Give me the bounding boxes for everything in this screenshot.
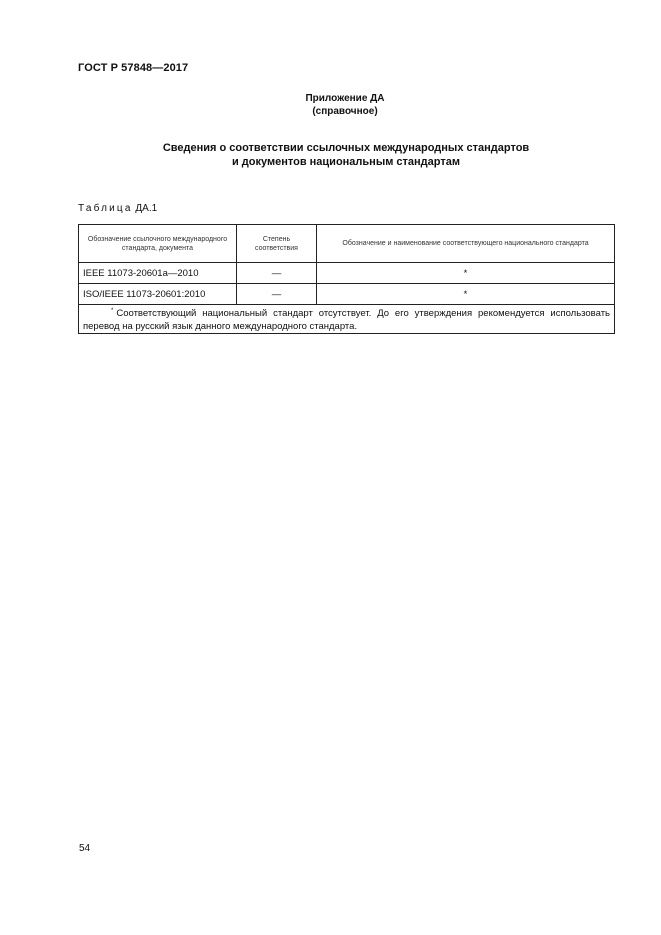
- appendix-heading: [0, 92, 661, 118]
- table-row: [79, 263, 615, 284]
- table-caption-word: Таблица: [78, 203, 133, 214]
- table-footnote: [79, 305, 615, 334]
- appendix-subtitle: (справочное): [312, 106, 378, 117]
- correspondence-table: [78, 224, 615, 334]
- table-row: [79, 284, 615, 305]
- row-national-standard: *: [317, 284, 615, 305]
- row-standard-code: ISO/IEEE 11073-20601:2010: [79, 284, 237, 305]
- table-caption-number: ДА.1: [135, 203, 158, 214]
- column-header-national-standard: Обозначение и наименование соответствующего национального стандарта: [317, 225, 615, 263]
- row-national-standard: *: [317, 263, 615, 284]
- column-header-reference-standard: Обозначение ссылочного международного стандарта, документа: [79, 225, 237, 263]
- appendix-title: Приложение ДА: [305, 93, 385, 104]
- section-heading-line-2: и документов национальным стандартам: [231, 156, 460, 168]
- row-standard-code: IEEE 11073-20601a—2010: [79, 263, 237, 284]
- section-heading-line-1: Сведения о соответствии ссылочных международных стандартов: [162, 142, 530, 154]
- footnote-mark: *: [111, 308, 114, 314]
- table-header-row: [79, 225, 615, 263]
- row-degree: —: [237, 284, 317, 305]
- section-heading: [0, 141, 661, 169]
- document-code: ГОСТ Р 57848—2017: [78, 62, 189, 74]
- table-footnote-row: [79, 305, 615, 334]
- row-degree: —: [237, 263, 317, 284]
- page-number: 54: [79, 843, 91, 854]
- footnote-text: Соответствующий национальный стандарт отсутствует. До его утверждения рекомендуется использовать перевод на русский язык данного международного стандарта.: [83, 308, 610, 332]
- column-header-degree: Степень соответствия: [237, 225, 317, 263]
- table-caption: [78, 203, 157, 214]
